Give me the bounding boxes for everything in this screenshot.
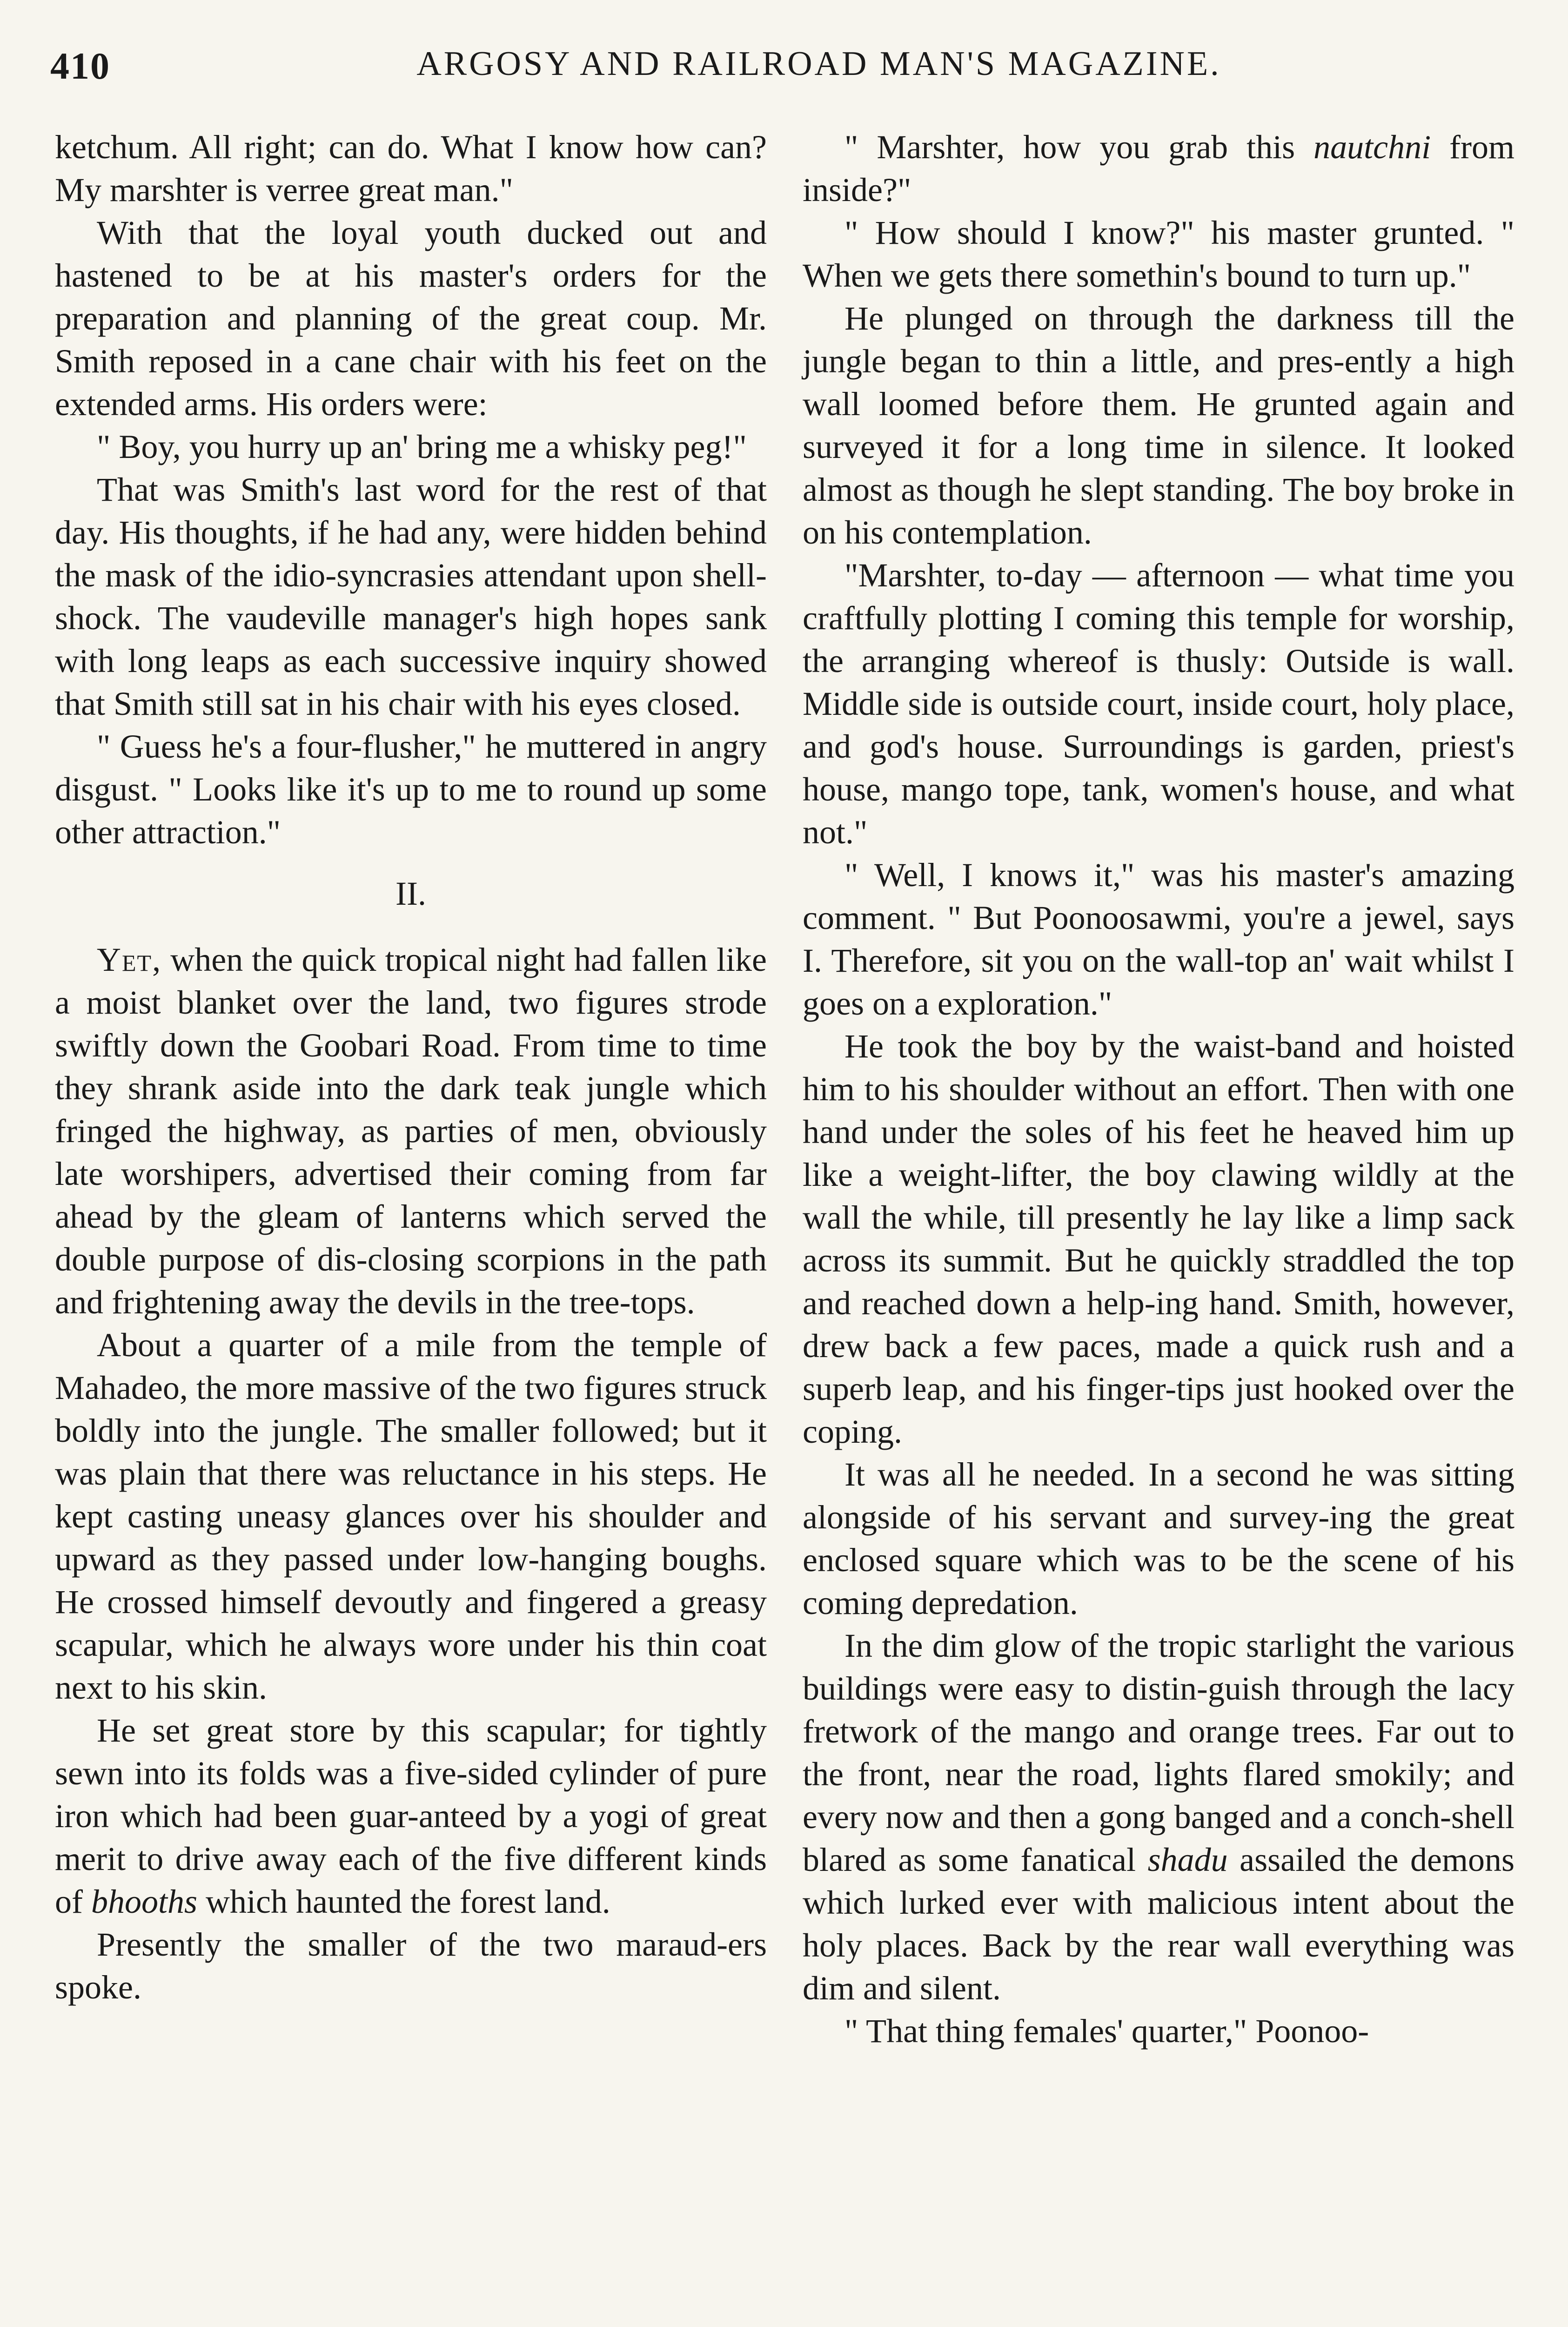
paragraph: " How should I know?" his master grunted. " When we gets there somethin's bound to turn up." <box>803 214 1514 294</box>
italic-word: nautchni <box>1313 128 1431 166</box>
paragraph: With that the loyal youth ducked out and hastened to be at his master's orders for the preparation and planning of the great coup. Mr. Smith reposed in a cane chair with his feet on the extended arms. His orders were: <box>55 214 767 423</box>
paragraph: "Marshter, to-day — afternoon — what time you craftfully plotting I coming this temple for worship, the arranging whereof is thusly: Outside is wall. Middle side is outside court, inside court, holy place, and god's house. Surroundings is garden, priest's house, mango tope, tank, women's house, and what not." <box>803 557 1514 851</box>
paragraph: " That thing females' quarter," Poonoo- <box>844 2012 1369 2050</box>
paragraph: " Well, I knows it," was his master's amazing comment. " But Poonoosawmi, you're a jewel, says I. Therefore, sit you on the wall-top an' wait whilst I goes on a exploration." <box>803 856 1514 1022</box>
italic-word: bhooths <box>91 1883 198 1920</box>
paragraph-text: which haunted the forest land. <box>197 1883 610 1920</box>
section-heading: II. <box>395 875 426 912</box>
paragraph: " Boy, you hurry up an' bring me a whisky peg!" <box>97 428 747 465</box>
italic-word: shadu <box>1147 1841 1228 1878</box>
paragraph-text: when the quick tropical night had fallen like a moist blanket over the land, two figures strode swiftly down the Goobari Road. From time to time they shrank aside into the dark teak jungle which fringed the highway, as parties of men, obviously late worshipers, advertised their coming from far ahead by the gleam of lanterns which served the double purpose of dis-closing scorpions in the path and frightening away the devils in the tree-tops. <box>55 941 767 1321</box>
running-title: ARGOSY AND RAILROAD MAN'S MAGAZINE. <box>416 45 1221 83</box>
paragraph-text: from inside?" <box>803 128 1514 208</box>
left-column <box>55 126 767 2009</box>
drop-word: Yet, <box>97 941 162 978</box>
paragraph-text: " Marshter, how you grab this <box>844 128 1314 166</box>
paragraph-text: assailed the demons which lurked ever with malicious intent about the holy places. Back by the rear wall everything was dim and silent. <box>803 1841 1515 2007</box>
paragraph-text: He set great store by this scapular; for tightly sewn into its folds was a five-sided cylinder of pure iron which had been guar-anteed by a yogi of great merit to drive away each of the five different kinds of <box>55 1712 767 1920</box>
paragraph <box>803 126 1514 211</box>
paragraph: ketchum. All right; can do. What I know how can? My marshter is verree great man." <box>55 128 767 208</box>
paragraph <box>55 938 767 1324</box>
paragraph: He took the boy by the waist-band and hoisted him to his shoulder without an effort. Then with one hand under the soles of his feet he heaved him up like a weight-lifter, the boy clawing wildly at the wall the while, till presently he lay like a limp sack across its summit. But he quickly straddled the top and reached down a help-ing hand. Smith, however, drew back a few paces, made a quick rush and a superb leap, and his finger-tips just hooked over the coping. <box>803 1028 1514 1450</box>
page-number: 410 <box>50 45 110 87</box>
paragraph: " Guess he's a four-flusher," he muttered in angry disgust. " Looks like it's up to me to round up some other attraction." <box>55 728 767 851</box>
paragraph <box>55 1709 767 1923</box>
paragraph: About a quarter of a mile from the temple of Mahadeo, the more massive of the two figures struck boldly into the jungle. The smaller followed; but it was plain that there was reluctance in his steps. He kept casting uneasy glances over his shoulder and upward as they passed under low-hanging boughs. He crossed himself devoutly and fingered a greasy scapular, which he always wore under his thin coat next to his skin. <box>55 1326 767 1706</box>
paragraph: It was all he needed. In a second he was sitting alongside of his servant and survey-ing the great enclosed square which was to be the scene of his coming depredation. <box>803 1456 1514 1621</box>
page-header <box>50 44 1518 100</box>
paragraph: That was Smith's last word for the rest of that day. His thoughts, if he had any, were hidden behind the mask of the idio-syncrasies attendant upon shell-shock. The vaudeville manager's high hopes sank with long leaps as each successive inquiry showed that Smith still sat in his chair with his eyes closed. <box>55 471 767 722</box>
paragraph-text: In the dim glow of the tropic starlight the various buildings were easy to distin-guish through the lacy fretwork of the mango and orange trees. Far out to the front, near the road, lights flared smokily; and every now and then a gong banged and a conch-shell blared as some fanatical <box>803 1627 1514 1878</box>
paragraph: Presently the smaller of the two maraud-ers spoke. <box>55 1926 767 2006</box>
paragraph <box>803 1624 1514 2010</box>
paragraph: He plunged on through the darkness till the jungle began to thin a little, and pres-ently a high wall loomed before them. He grunted again and surveyed it for a long time in silence. It looked almost as though he slept standing. The boy broke in on his contemplation. <box>803 300 1514 551</box>
right-column <box>803 126 1514 2052</box>
